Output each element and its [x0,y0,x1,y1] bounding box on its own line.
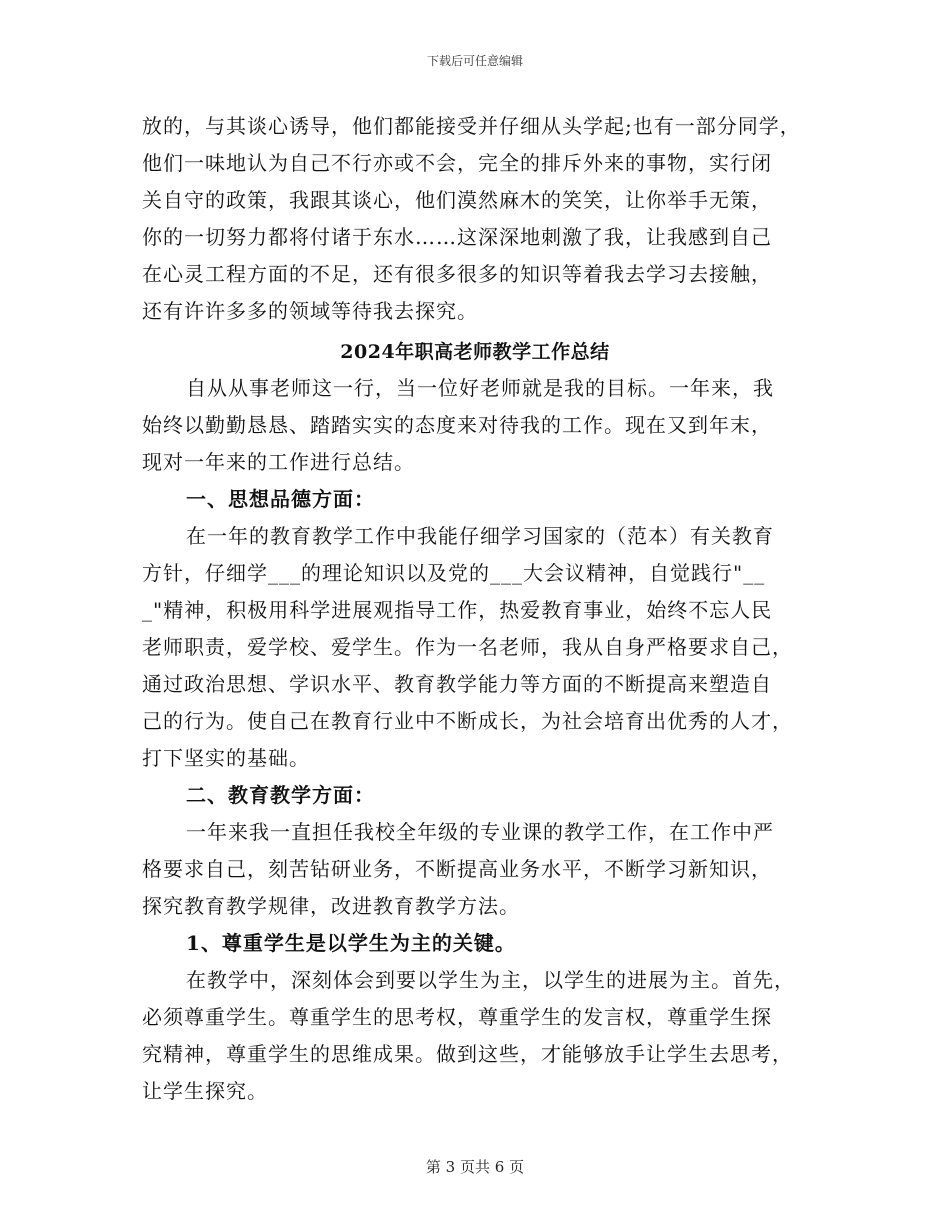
page-footer: 第 3 页共 6 页 [425,1158,525,1176]
paragraph-line: 自从从事老师这一行，当一位好老师就是我的目标。一年来，我 [186,376,774,400]
page-header: 下载后可任意编辑 [426,54,523,68]
paragraph-line: 让学生探究。 [142,1079,268,1103]
paragraph-line: 通过政治思想、学识水平、教育教学能力等方面的不断提高来塑造自 [142,672,772,696]
paragraph-line: 还有许许多多的领域等待我去探究。 [142,299,478,323]
paragraph-line: 在一年的教育教学工作中我能仔细学习国家的（范本）有关教育 [186,524,774,548]
section-heading: 一、思想品德方面： [186,487,375,511]
paragraph-line: 他们一味地认为自己不行亦或不会，完全的排斥外来的事物，实行闭 [142,151,772,175]
paragraph-line: 始终以勤勤恳恳、踏踏实实的态度来对待我的工作。现在又到年末， [142,413,772,437]
section-heading: 1、尊重学生是以学生为主的关键。 [186,931,516,955]
paragraph-line: 方针，仔细学___的理论知识以及党的___大会议精神，自觉践行"__ [142,561,766,585]
paragraph-line: 探究教育教学规律，改进教育教学方法。 [142,894,520,918]
paragraph-line: 现对一年来的工作进行总结。 [142,450,415,474]
paragraph-line: 你的一切努力都将付诸于东水……这深深地刺激了我，让我感到自己 [142,225,772,249]
paragraph-line: _"精神，积极用科学进展观指导工作，热爱教育事业，始终不忘人民 [142,598,773,622]
paragraph-line: 格要求自己，刻苦钻研业务，不断提高业务水平，不断学习新知识， [142,857,772,881]
paragraph-line: 关自守的政策，我跟其谈心，他们漠然麻木的笑笑，让你举手无策， [142,188,772,212]
paragraph-line: 究精神，尊重学生的思维成果。做到这些，才能够放手让学生去思考， [142,1042,793,1066]
paragraph-line: 打下坚实的基础。 [142,746,310,770]
section-heading: 二、教育教学方面： [186,783,375,807]
paragraph-line: 必须尊重学生。尊重学生的思考权，尊重学生的发言权，尊重学生探 [142,1005,772,1029]
paragraph-line: 在教学中，深刻体会到要以学生为主，以学生的进展为主。首先， [186,968,795,992]
paragraph-line: 一年来我一直担任我校全年级的专业课的教学工作，在工作中严 [186,820,774,844]
paragraph-line: 老师职责，爱学校、爱学生。作为一名老师，我从自身严格要求自己， [142,635,793,659]
paragraph-line: 在心灵工程方面的不足，还有很多很多的知识等着我去学习去接触， [142,262,772,286]
paragraph-line: 放的，与其谈心诱导，他们都能接受并仔细从头学起;也有一部分同学， [142,114,801,138]
paragraph-line: 己的行为。使自己在教育行业中不断成长，为社会培育出优秀的人才， [142,709,793,733]
document-title: 2024年职高老师教学工作总结 [340,341,610,363]
